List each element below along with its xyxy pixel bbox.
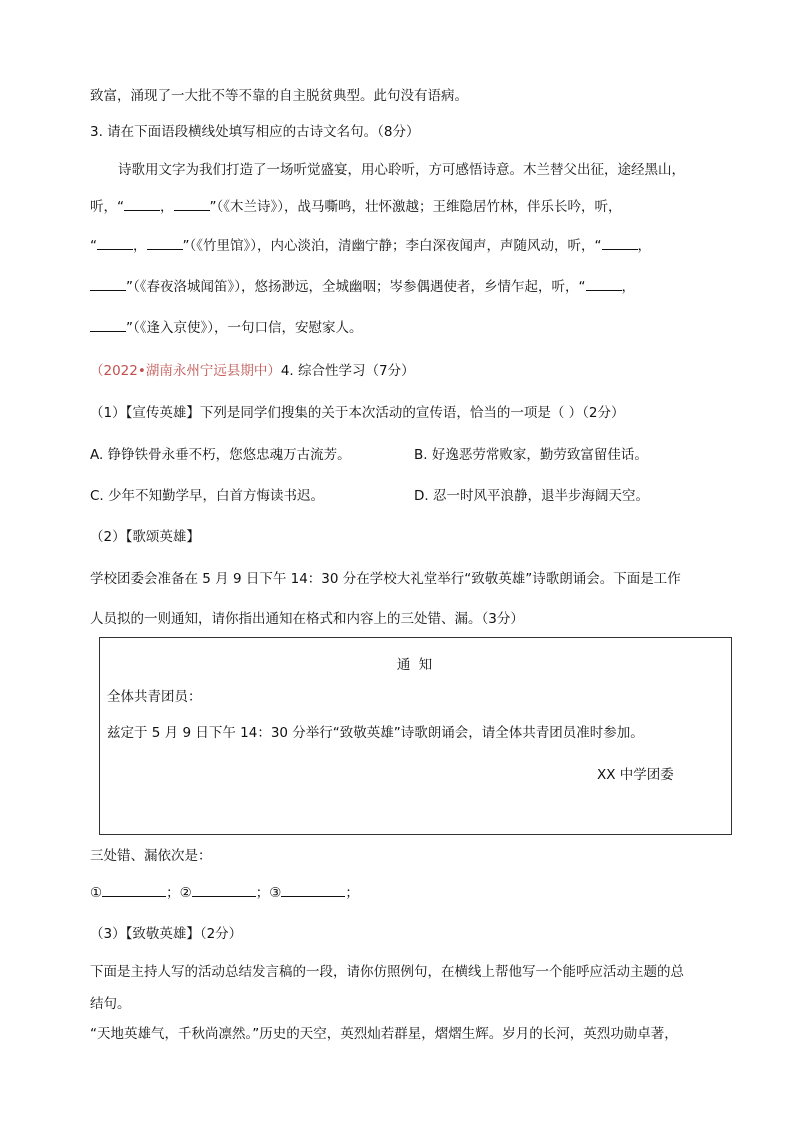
- source-tag: （2022•湖南永州宁远县期中）: [90, 363, 281, 379]
- errors-label: 三处错、漏依次是：: [90, 848, 212, 864]
- answer-blank[interactable]: [90, 330, 126, 332]
- answer-blank[interactable]: [281, 895, 345, 897]
- text-line: 致富，涌现了一大批不等不靠的自主脱贫典型。此句没有语病。: [90, 88, 468, 104]
- paragraph-line: 下面是主持人写的活动总结发言稿的一段，请你仿照例句，在横线上帮他写一个能呼应活动主题的总: [90, 964, 684, 980]
- paragraph-line: ”（《逢入京使》），一句口信，安慰家人。: [90, 316, 363, 336]
- option-d[interactable]: D. 忍一时风平浪静，退半步海阔天空。: [414, 488, 649, 504]
- notice-signature: XX 中学团委: [597, 767, 674, 783]
- paragraph-line: “ ， ”（《竹里馆》），内心淡泊，清幽宁静；李白深夜闻声，声随风动，听，“ ，: [90, 238, 651, 254]
- answer-blank[interactable]: [97, 248, 133, 250]
- paragraph-line: 结句。: [90, 996, 131, 1012]
- question-4-3: （3）【致敬英雄】（2分）: [90, 926, 243, 942]
- option-c[interactable]: C. 少年不知勤学早，白首方悔读书迟。: [90, 488, 325, 504]
- answer-blank[interactable]: [102, 895, 166, 897]
- notice-body: 兹定于 5 月 9 日下午 14：30 分举行“致敬英雄”诗歌朗诵会，请全体共青团员准时参加。: [107, 725, 644, 741]
- answer-blank[interactable]: [124, 209, 160, 211]
- paragraph-line: ”（《春夜洛城闻笛》），悠扬渺远，全城幽咽；岑参偶遇使者，乡情乍起，听，“ ，: [90, 275, 635, 295]
- option-b[interactable]: B. 好逸恶劳常败家，勤劳致富留佳话。: [414, 447, 648, 463]
- errors-answer-line: ① ；② ；③ ；: [90, 885, 359, 901]
- notice-salutation: 全体共青团员：: [107, 689, 202, 705]
- notice-title: 通 知: [396, 657, 435, 673]
- option-a[interactable]: A. 铮铮铁骨永垂不朽，您悠忠魂万古流芳。: [90, 447, 351, 463]
- question-4-1: （1）【宣传英雄】下列是同学们搜集的关于本次活动的宣传语，恰当的一项是（ ）（2分）: [90, 405, 625, 421]
- answer-blank[interactable]: [174, 209, 210, 211]
- question-3-title: 3. 请在下面语段横线处填写相应的古诗文名句。（8分）: [90, 124, 420, 140]
- answer-blank[interactable]: [586, 289, 622, 291]
- paragraph-line: 听，“ ， ”（《木兰诗》），战马嘶鸣，壮怀激越；王维隐居竹林，伴乐长吟，听，: [90, 199, 622, 215]
- question-4-title: （2022•湖南永州宁远县期中）4. 综合性学习（7分）: [90, 363, 415, 379]
- paragraph-line: “天地英雄气，千秋尚凛然。”历史的天空，英烈灿若群星，熠熠生辉。岁月的长河，英烈功勋卓著，: [90, 1026, 678, 1042]
- paragraph-line: 人员拟的一则通知，请你指出通知在格式和内容上的三处错、漏。（3分）: [90, 611, 524, 627]
- notice-box: [99, 637, 732, 835]
- answer-blank[interactable]: [147, 248, 183, 250]
- answer-blank[interactable]: [192, 895, 256, 897]
- question-4-2: （2）【歌颂英雄】: [90, 529, 200, 545]
- paragraph-line: 学校团委会准备在 5 月 9 日下午 14：30 分在学校大礼堂举行“致敬英雄”诗歌朗诵会。下面是工作: [90, 571, 681, 587]
- answer-blank[interactable]: [602, 248, 638, 250]
- paragraph-line: 诗歌用文字为我们打造了一场听觉盛宴，用心聆听，方可感悟诗意。木兰替父出征，途经黑山，: [118, 162, 685, 178]
- answer-blank[interactable]: [90, 289, 126, 291]
